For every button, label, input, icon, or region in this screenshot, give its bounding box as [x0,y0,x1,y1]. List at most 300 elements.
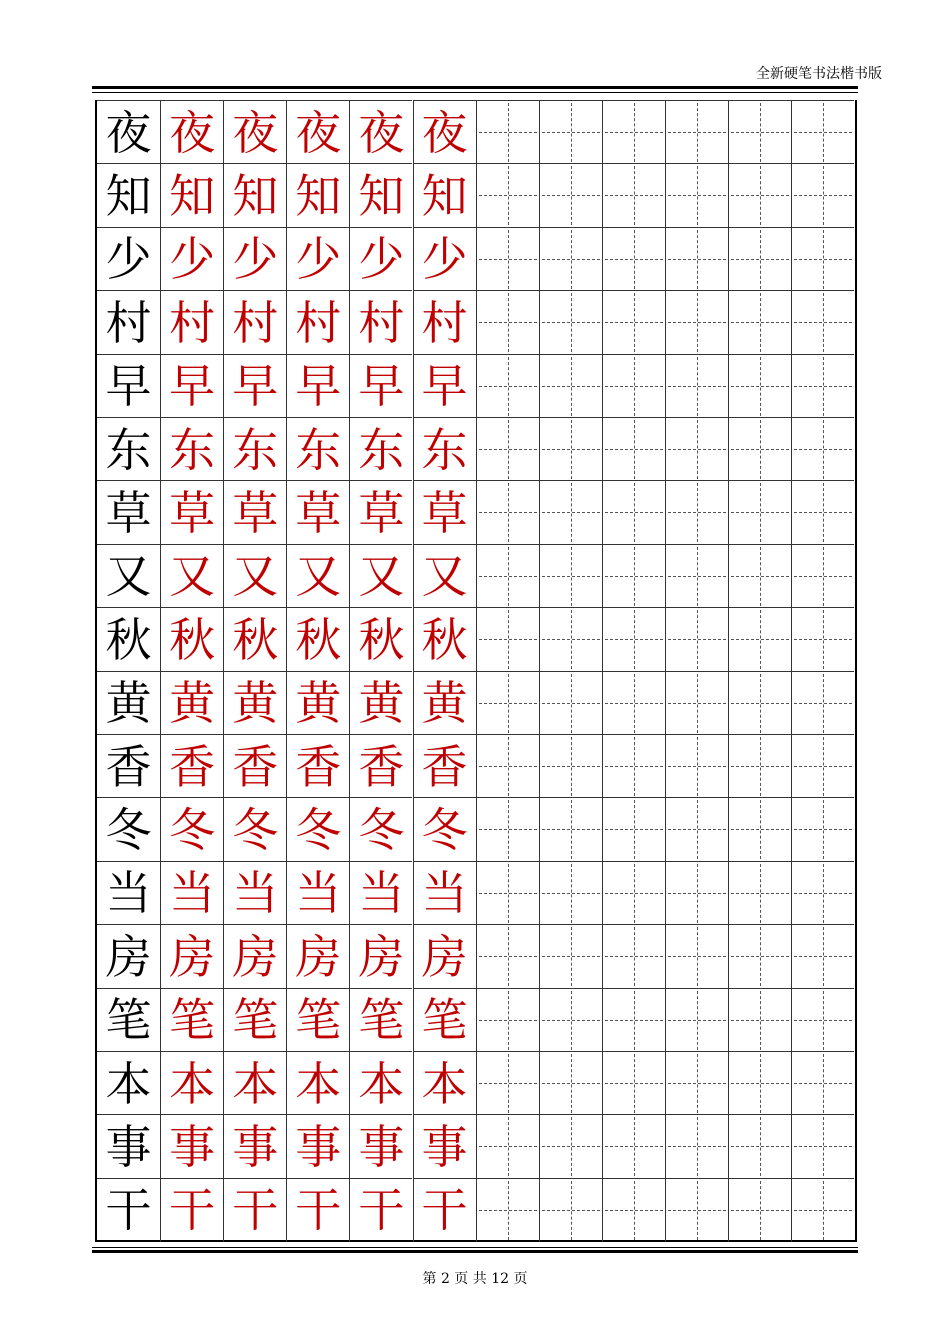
blank-practice-cell [602,227,665,291]
blank-practice-cell [791,417,854,481]
blank-practice-cell [728,100,791,164]
trace-character: 草 [232,485,279,540]
trace-character-cell [349,1114,412,1178]
blank-practice-cell [602,544,665,608]
model-character: 知 [105,168,152,223]
blank-practice-cell [728,861,791,925]
blank-practice-cell [476,1114,539,1178]
practice-row [97,163,855,227]
blank-practice-cell [728,290,791,354]
blank-practice-cell [728,797,791,861]
blank-practice-cell [791,1114,854,1178]
blank-practice-cell [791,861,854,925]
blank-practice-cell [791,163,854,227]
trace-character: 村 [232,295,279,350]
blank-practice-cell [665,163,728,227]
trace-character-cell [223,988,286,1052]
blank-practice-cell [728,1114,791,1178]
trace-character: 当 [358,866,405,921]
blank-practice-cell [602,924,665,988]
model-character: 本 [105,1056,152,1111]
trace-character: 事 [358,1119,405,1174]
trace-character: 笔 [232,993,279,1048]
trace-character-cell [223,354,286,418]
trace-character: 知 [295,168,342,223]
trace-character: 当 [169,866,216,921]
trace-character-cell [286,163,349,227]
blank-practice-cell [728,163,791,227]
trace-character-cell [349,734,412,798]
blank-practice-cell [476,988,539,1052]
trace-character: 香 [295,739,342,794]
model-character: 冬 [105,802,152,857]
trace-character-cell [160,354,223,418]
trace-character-cell [286,227,349,291]
model-character-cell [97,988,160,1052]
model-character-cell [97,797,160,861]
blank-practice-cell [539,544,602,608]
practice-row [97,480,855,544]
model-character-cell [97,163,160,227]
trace-character: 房 [358,929,405,984]
trace-character: 草 [421,485,468,540]
trace-character: 冬 [295,802,342,857]
model-character-cell [97,480,160,544]
blank-practice-cell [476,1178,539,1242]
blank-practice-cell [665,797,728,861]
trace-character-cell [223,290,286,354]
blank-practice-cell [602,163,665,227]
header-rule-thick [92,86,858,89]
trace-character: 干 [295,1183,342,1238]
blank-practice-cell [665,1178,728,1242]
trace-character: 秋 [232,612,279,667]
trace-character-cell [286,734,349,798]
trace-character: 少 [295,232,342,287]
trace-character-cell [286,924,349,988]
trace-character-cell [223,671,286,735]
blank-practice-cell [791,290,854,354]
trace-character-cell [223,734,286,798]
trace-character-cell [286,1051,349,1115]
trace-character-cell [349,354,412,418]
practice-row [97,1114,855,1178]
trace-character-cell [413,1178,476,1242]
blank-practice-cell [728,227,791,291]
practice-grid [95,100,857,1242]
trace-character: 事 [295,1119,342,1174]
page-number: 第 2 页 共 12 页 [422,1271,528,1287]
trace-character: 香 [358,739,405,794]
blank-practice-cell [476,480,539,544]
trace-character: 东 [421,422,468,477]
blank-practice-cell [728,924,791,988]
model-character: 当 [105,866,152,921]
trace-character: 秋 [358,612,405,667]
model-character-cell [97,607,160,671]
blank-practice-cell [665,417,728,481]
blank-practice-cell [791,671,854,735]
trace-character: 少 [169,232,216,287]
trace-character: 早 [421,359,468,414]
blank-practice-cell [791,607,854,671]
model-character: 东 [105,422,152,477]
trace-character-cell [349,163,412,227]
trace-character: 早 [295,359,342,414]
trace-character-cell [349,671,412,735]
trace-character: 本 [169,1056,216,1111]
trace-character: 黄 [358,676,405,731]
blank-practice-cell [728,988,791,1052]
trace-character: 东 [169,422,216,477]
model-character: 草 [105,485,152,540]
blank-practice-cell [476,417,539,481]
blank-practice-cell [539,671,602,735]
blank-practice-cell [791,1051,854,1115]
trace-character: 东 [358,422,405,477]
trace-character: 房 [169,929,216,984]
model-character-cell [97,290,160,354]
trace-character: 又 [358,549,405,604]
trace-character-cell [413,227,476,291]
practice-row [97,1178,855,1242]
model-character-cell [97,734,160,798]
model-character-cell [97,227,160,291]
trace-character-cell [413,480,476,544]
blank-practice-cell [791,924,854,988]
blank-practice-cell [665,290,728,354]
trace-character: 秋 [169,612,216,667]
blank-practice-cell [476,671,539,735]
trace-character: 少 [421,232,468,287]
blank-practice-cell [791,544,854,608]
blank-practice-cell [602,100,665,164]
blank-practice-cell [728,544,791,608]
trace-character-cell [286,544,349,608]
blank-practice-cell [602,1114,665,1178]
trace-character-cell [349,924,412,988]
blank-practice-cell [791,100,854,164]
blank-practice-cell [602,797,665,861]
practice-row [97,797,855,861]
blank-practice-cell [539,354,602,418]
header-rule-thin [92,92,858,93]
trace-character: 知 [169,168,216,223]
trace-character-cell [223,417,286,481]
trace-character: 香 [421,739,468,794]
model-character: 笔 [105,993,152,1048]
trace-character: 秋 [295,612,342,667]
trace-character: 冬 [169,802,216,857]
trace-character-cell [223,227,286,291]
blank-practice-cell [602,988,665,1052]
blank-practice-cell [476,354,539,418]
trace-character-cell [349,290,412,354]
trace-character: 笔 [295,993,342,1048]
model-character: 又 [105,549,152,604]
blank-practice-cell [665,354,728,418]
trace-character: 黄 [169,676,216,731]
trace-character: 早 [232,359,279,414]
model-character-cell [97,1051,160,1115]
trace-character: 草 [169,485,216,540]
trace-character-cell [160,671,223,735]
trace-character-cell [413,290,476,354]
trace-character-cell [160,544,223,608]
model-character-cell [97,1178,160,1242]
blank-practice-cell [539,861,602,925]
trace-character-cell [223,607,286,671]
trace-character-cell [286,1178,349,1242]
trace-character-cell [160,100,223,164]
model-character-cell [97,671,160,735]
blank-practice-cell [728,734,791,798]
blank-practice-cell [539,163,602,227]
trace-character: 草 [358,485,405,540]
trace-character: 又 [169,549,216,604]
trace-character-cell [160,163,223,227]
blank-practice-cell [539,100,602,164]
trace-character: 笔 [358,993,405,1048]
trace-character-cell [349,607,412,671]
blank-practice-cell [665,924,728,988]
trace-character-cell [160,417,223,481]
trace-character: 本 [232,1056,279,1111]
blank-practice-cell [476,1051,539,1115]
trace-character-cell [223,797,286,861]
trace-character-cell [413,544,476,608]
blank-practice-cell [728,417,791,481]
practice-row [97,671,855,735]
trace-character-cell [223,924,286,988]
trace-character: 冬 [358,802,405,857]
model-character: 黄 [105,676,152,731]
trace-character-cell [349,417,412,481]
blank-practice-cell [602,671,665,735]
blank-practice-cell [602,1178,665,1242]
model-character-cell [97,1114,160,1178]
blank-practice-cell [728,1178,791,1242]
header-title: 全新硬笔书法楷书版 [756,66,882,82]
trace-character-cell [286,861,349,925]
blank-practice-cell [539,924,602,988]
blank-practice-cell [728,480,791,544]
trace-character: 知 [358,168,405,223]
blank-practice-cell [476,861,539,925]
trace-character: 知 [232,168,279,223]
trace-character-cell [413,1051,476,1115]
trace-character-cell [349,988,412,1052]
trace-character: 秋 [421,612,468,667]
trace-character-cell [413,1114,476,1178]
practice-row [97,607,855,671]
blank-practice-cell [539,1051,602,1115]
blank-practice-cell [791,734,854,798]
trace-character-cell [160,1051,223,1115]
trace-character: 黄 [232,676,279,731]
trace-character-cell [286,354,349,418]
blank-practice-cell [539,607,602,671]
trace-character: 当 [232,866,279,921]
blank-practice-cell [539,417,602,481]
trace-character-cell [413,797,476,861]
trace-character: 本 [295,1056,342,1111]
trace-character-cell [160,1114,223,1178]
trace-character-cell [286,100,349,164]
trace-character: 村 [169,295,216,350]
blank-practice-cell [539,1178,602,1242]
blank-practice-cell [602,734,665,798]
trace-character-cell [223,861,286,925]
trace-character-cell [160,861,223,925]
blank-practice-cell [539,227,602,291]
trace-character: 黄 [421,676,468,731]
blank-practice-cell [602,417,665,481]
trace-character: 村 [358,295,405,350]
practice-row [97,1051,855,1115]
trace-character: 少 [358,232,405,287]
model-character-cell [97,544,160,608]
blank-practice-cell [476,734,539,798]
trace-character-cell [349,797,412,861]
practice-row [97,290,855,354]
blank-practice-cell [728,607,791,671]
trace-character: 夜 [232,105,279,160]
trace-character-cell [160,1178,223,1242]
trace-character-cell [286,290,349,354]
trace-character: 笔 [169,993,216,1048]
trace-character: 事 [232,1119,279,1174]
trace-character: 东 [295,422,342,477]
trace-character: 当 [421,866,468,921]
trace-character-cell [413,100,476,164]
trace-character-cell [160,480,223,544]
trace-character: 夜 [169,105,216,160]
practice-row [97,100,855,164]
footer-rule-thick [92,1250,858,1253]
blank-practice-cell [476,290,539,354]
trace-character-cell [160,290,223,354]
trace-character: 又 [232,549,279,604]
blank-practice-cell [602,1051,665,1115]
trace-character: 少 [232,232,279,287]
blank-practice-cell [602,480,665,544]
blank-practice-cell [728,671,791,735]
trace-character-cell [286,671,349,735]
practice-row [97,924,855,988]
trace-character-cell [349,544,412,608]
trace-character: 夜 [421,105,468,160]
model-character-cell [97,354,160,418]
blank-practice-cell [791,227,854,291]
trace-character-cell [413,607,476,671]
trace-character-cell [223,1178,286,1242]
trace-character-cell [286,988,349,1052]
blank-practice-cell [476,227,539,291]
trace-character-cell [223,1114,286,1178]
trace-character: 黄 [295,676,342,731]
model-character: 事 [105,1119,152,1174]
blank-practice-cell [665,100,728,164]
trace-character: 干 [169,1183,216,1238]
trace-character-cell [286,1114,349,1178]
trace-character-cell [160,607,223,671]
blank-practice-cell [602,607,665,671]
trace-character-cell [413,924,476,988]
trace-character-cell [160,797,223,861]
trace-character: 干 [232,1183,279,1238]
blank-practice-cell [665,988,728,1052]
blank-practice-cell [476,163,539,227]
model-character: 村 [105,295,152,350]
practice-row [97,544,855,608]
trace-character-cell [223,480,286,544]
trace-character-cell [286,607,349,671]
trace-character-cell [160,988,223,1052]
trace-character-cell [349,227,412,291]
trace-character-cell [413,988,476,1052]
blank-practice-cell [728,1051,791,1115]
trace-character-cell [413,671,476,735]
blank-practice-cell [665,734,728,798]
blank-practice-cell [791,354,854,418]
blank-practice-cell [602,290,665,354]
trace-character: 本 [421,1056,468,1111]
model-character: 早 [105,359,152,414]
model-character-cell [97,417,160,481]
blank-practice-cell [665,607,728,671]
blank-practice-cell [665,544,728,608]
model-character: 少 [105,232,152,287]
trace-character-cell [160,734,223,798]
trace-character: 本 [358,1056,405,1111]
practice-row [97,734,855,798]
trace-character: 冬 [421,802,468,857]
blank-practice-cell [665,861,728,925]
trace-character: 香 [232,739,279,794]
model-character-cell [97,924,160,988]
blank-practice-cell [602,354,665,418]
model-character: 秋 [105,612,152,667]
trace-character: 香 [169,739,216,794]
trace-character-cell [286,797,349,861]
blank-practice-cell [476,607,539,671]
trace-character-cell [223,1051,286,1115]
trace-character: 知 [421,168,468,223]
trace-character: 笔 [421,993,468,1048]
blank-practice-cell [539,797,602,861]
trace-character: 房 [421,929,468,984]
blank-practice-cell [539,480,602,544]
trace-character: 事 [169,1119,216,1174]
trace-character-cell [349,100,412,164]
blank-practice-cell [476,100,539,164]
trace-character: 干 [358,1183,405,1238]
trace-character-cell [223,100,286,164]
model-character-cell [97,861,160,925]
blank-practice-cell [791,480,854,544]
trace-character: 早 [358,359,405,414]
blank-practice-cell [665,671,728,735]
trace-character-cell [223,163,286,227]
trace-character: 草 [295,485,342,540]
trace-character-cell [160,227,223,291]
practice-row [97,861,855,925]
blank-practice-cell [665,1051,728,1115]
trace-character: 夜 [358,105,405,160]
blank-practice-cell [539,290,602,354]
blank-practice-cell [728,354,791,418]
